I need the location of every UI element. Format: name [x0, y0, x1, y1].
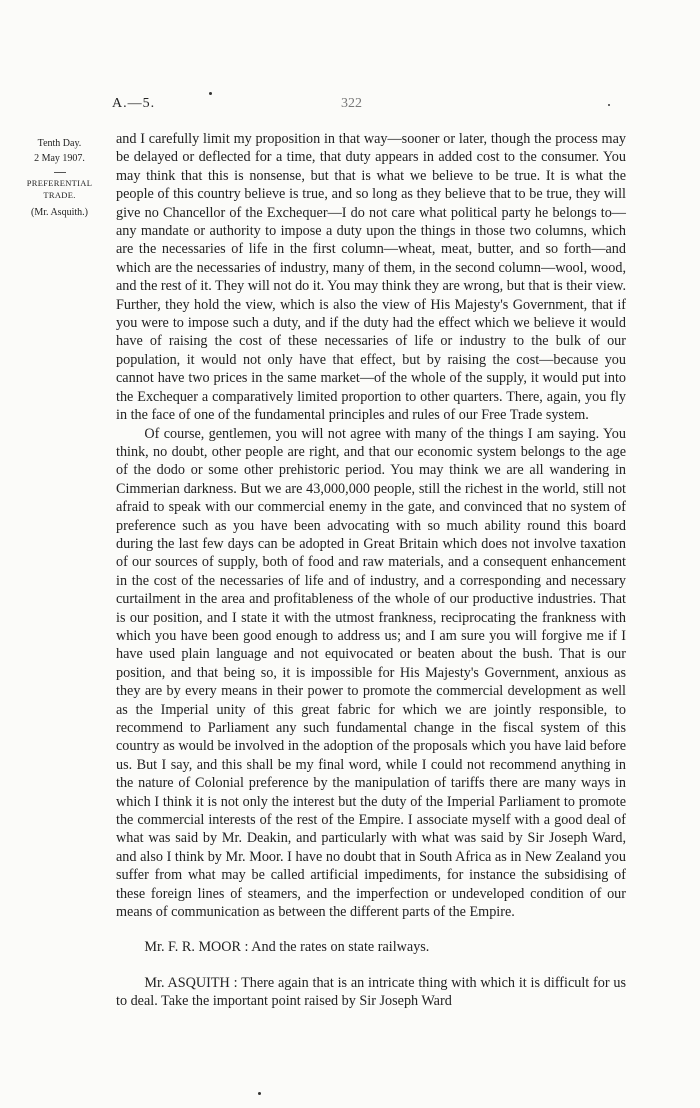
- page-mark: [608, 104, 610, 106]
- page-mark: [209, 92, 212, 95]
- paragraph: and I carefully limit my proposition in that way—sooner or later, though the process may be delayed or deflected for a time, that duty appears in added cost to the consumer. You may think that this is nonsense, but that is what we believe to be true. It is what the people of this country believe is true, and so long as they believe that to be true, they will give no Chancellor of the Exchequer—I do not care what political party he belongs to—any mandate or authority to impose a duty upon the things in those two columns, which are the necessaries of life in the first column—wheat, meat, butter, and so forth—and which are the necessaries of industry, many of them, in the second column—wool, wood, and the rest of it. They will not do it. You may think they are wrong, but that is their view. Further, they hold the view, which is also the view of His Majesty's Government, that if you were to impose such a duty, and if the duty had the effect which we believe it would have of raising the cost of these necessaries of life or industry to the bulk of our population, it would not only have that effect, but by raising the cost—because you cannot have two prices in the same market—of the whole of the supply, it would put into the Exchequer a comparatively limited proportion to other quarters. There, again, you fly in the face of one of the fundamental principles and rules of our Free Trade system.: [116, 131, 626, 424]
- margin-topic-line1: PREFERENTIAL: [26, 178, 93, 188]
- speaker-name: Mr. F. R. MOOR :: [144, 939, 249, 956]
- margin-day: Tenth Day.: [37, 138, 82, 149]
- margin-divider: [54, 172, 66, 173]
- speech-moor: [116, 938, 626, 956]
- margin-note: [12, 136, 107, 220]
- margin-speaker: (Mr. Asquith.): [31, 207, 88, 218]
- margin-date: 2 May 1907.: [34, 153, 85, 164]
- speech-asquith: [116, 974, 626, 1011]
- speaker-name: Mr. ASQUITH :: [144, 974, 238, 991]
- page-mark: [258, 1092, 261, 1095]
- document-reference: A.—5.: [112, 96, 156, 111]
- speech-text: There again that is an intricate thing with which it is difficult for us to deal. Take the important point raised by Sir Joseph Ward: [116, 974, 626, 1010]
- paragraph: Of course, gentlemen, you will not agree with many of the things I am saying. You think, no doubt, other people are right, and that our economic system belongs to the age of the dodo or some other prehistoric period. You may think we are all wandering in Cimmerian darkness. But we are 43,000,000 people, still the richest in the world, still not afraid to speak with our commercial enemy in the gate, and convinced that no system of preference such as you have been advocating with so much ability round this board during the last few days can be adopted in Great Britain which does not involve taxation of our sources of supply, both of food and raw materials, and a consequent enhancement in the cost of the necessaries of life and of industry, and a corresponding and necessary curtailment in the area and profitableness of the whole of our productive industries. That is our position, and I state it with the utmost frankness, reciprocating the frankness with which you have been good enough to address us; and I am sure you will forgive me if I have used plain language and not equivocated or beaten about the bush. That is our position, and that being so, it is impossible for His Majesty's Government, anxious as they are by every means in their power to promote the commercial development as well as the Imperial unity of this great fabric for which we are jointly responsible, to recommend to Parliament any such fundamental change in the fiscal system of this country as would be involved in the adoption of the proposals which you have laid before us. But I say, and this shall be my final word, while I could not recommend anything in the nature of Colonial preference by the manipulation of tariffs there are many ways in which I think it is not only the interest but the duty of the Imperial Parliament to promote the commercial interests of the rest of the Empire. I associate myself with a good deal of what was said by Mr. Deakin, and particularly with what was said by Sir Joseph Ward, and also I think by Mr. Moor. I have no doubt that in South Africa as in New Zealand you suffer from what may be called artificial impediments, for instance the subsidising of these foreign lines of steamers, and the imperfection or undeveloped condition of our means of communication as between the different parts of the Empire.: [116, 425, 626, 921]
- margin-topic-line2: TRADE.: [43, 190, 76, 200]
- speech-text: And the rates on state railways.: [251, 939, 430, 956]
- document-body: [116, 130, 626, 1011]
- page-number: 322: [341, 96, 362, 111]
